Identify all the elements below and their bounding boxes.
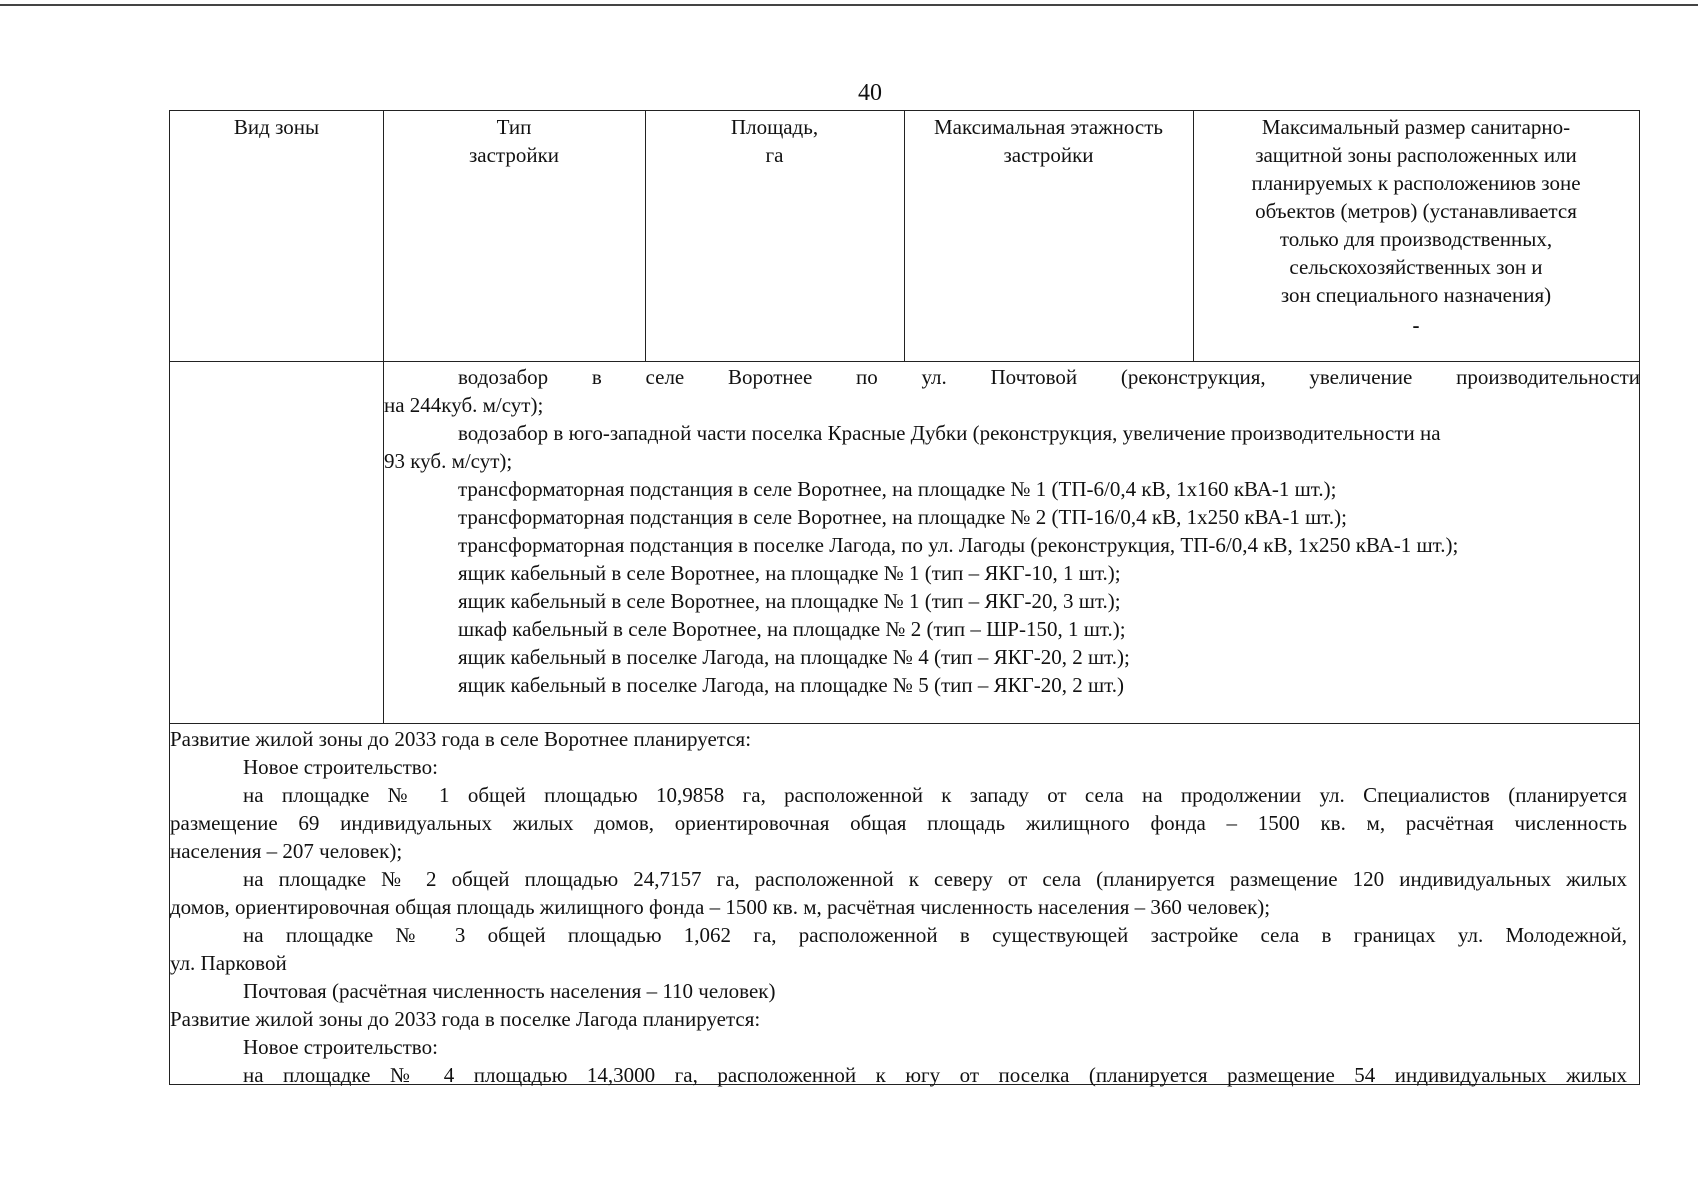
object-line: водозабор в юго-западной части поселка Красные Дубки (реконструкция, увеличение производительности на [458,421,1441,445]
header-sanitary-line: планируемых к расположениюв зоне [1251,171,1581,195]
header-max-floors [904,111,1193,361]
development-line: Развитие жилой зоны до 2033 года в поселке Лагода планируется: [170,1007,761,1031]
object-line: ящик кабельный в поселке Лагода, на площадке № 4 (тип – ЯКГ-20, 2 шт.); [458,645,1130,669]
header-sanitary-line: защитной зоны расположенных или [1255,143,1577,167]
development-line: на площадке № 3 общей площадью 1,062 га, расположенной в существующей застройке села в границах ул. Молодежной, [243,923,1627,947]
header-max-floors-line2: застройки [1003,143,1094,167]
header-zone-type-label: Вид зоны [233,115,320,139]
header-sanitary-line: зон специального назначения) [1280,283,1552,307]
object-line: ящик кабельный в селе Воротнее, на площадке № 1 (тип – ЯКГ-10, 1 шт.); [458,561,1121,585]
development-line: ул. Парковой [170,951,287,975]
development-line: Развитие жилой зоны до 2033 года в селе Воротнее планируется: [170,727,752,751]
header-building-type-line2: застройки [468,143,560,167]
header-sanitary-line: сельскохозяйственных зон и [1289,255,1543,279]
residential-development-text [170,725,1627,1089]
object-line: ящик кабельный в селе Воротнее, на площадке № 1 (тип – ЯКГ-20, 3 шт.); [458,589,1121,613]
zone-table [169,110,1640,1085]
object-line: трансформаторная подстанция в селе Воротнее, на площадке № 2 (ТП-16/0,4 кВ, 1х250 кВА-1 шт.); [458,505,1347,529]
development-line: населения – 207 человек); [170,839,403,863]
header-sanitary-line: Максимальный размер санитарно- [1261,115,1571,139]
object-line: на 244куб. м/сут); [384,393,544,417]
development-line: Почтовая (расчётная численность населения – 110 человек) [243,979,776,1003]
object-line: 93 куб. м/сут); [384,449,513,473]
object-line: шкаф кабельный в селе Воротнее, на площадке № 2 (тип – ШР-150, 1 шт.); [458,617,1126,641]
development-line: размещение 69 индивидуальных жилых домов, ориентировочная общая площадь жилищного фонда – 1500 кв. м, расчётная численность [170,811,1627,835]
header-sanitary-line: только для производственных, [1279,227,1553,251]
top-border-line [0,4,1698,6]
header-max-floors-line1: Максимальная этажность [933,115,1164,139]
header-area-line2: га [765,143,784,167]
object-line: трансформаторная подстанция в селе Воротнее, на площадке № 1 (ТП-6/0,4 кВ, 1х160 кВА-1 шт.); [458,477,1337,501]
development-line: Новое строительство: [243,755,438,779]
object-line: ящик кабельный в поселке Лагода, на площадке № 5 (тип – ЯКГ-20, 2 шт.) [458,673,1125,697]
header-bottom-rule [170,361,1639,362]
object-line: водозабор в селе Воротнее по ул. Почтовой (реконструкция, увеличение производительности [458,365,1640,389]
header-zone-type [170,111,383,361]
header-sanitary-zone [1193,111,1639,361]
header-building-type-line1: Тип [496,115,532,139]
header-sanitary-dash: - [1412,313,1420,337]
development-line: на площадке № 2 общей площадью 24,7157 га, расположенной к северу от села (планируется размещение 120 индивидуальных жилых [243,867,1627,891]
header-building-type [383,111,645,361]
header-area [645,111,904,361]
objects-bottom-rule [170,723,1639,724]
object-line: трансформаторная подстанция в поселке Лагода, по ул. Лагоды (реконструкция, ТП-6/0,4 кВ, 1х250 кВА-1 шт.); [458,533,1459,557]
development-line: домов, ориентировочная общая площадь жилищного фонда – 1500 кв. м, расчётная численность населения – 360 человек); [170,895,1271,919]
development-line: на площадке № 1 общей площадью 10,9858 га, расположенной к западу от села на продолжении ул. Специалистов (планируется [243,783,1627,807]
header-area-line1: Площадь, [730,115,819,139]
planned-objects-list [384,363,1640,699]
header-sanitary-line: объектов (метров) (устанавливается [1255,199,1577,223]
development-line: Новое строительство: [243,1035,438,1059]
page-number: 40 [858,80,882,106]
development-line: на площадке № 4 площадью 14,3000 га, расположенной к югу от поселка (планируется размещение 54 индивидуальных жилых [243,1063,1627,1087]
